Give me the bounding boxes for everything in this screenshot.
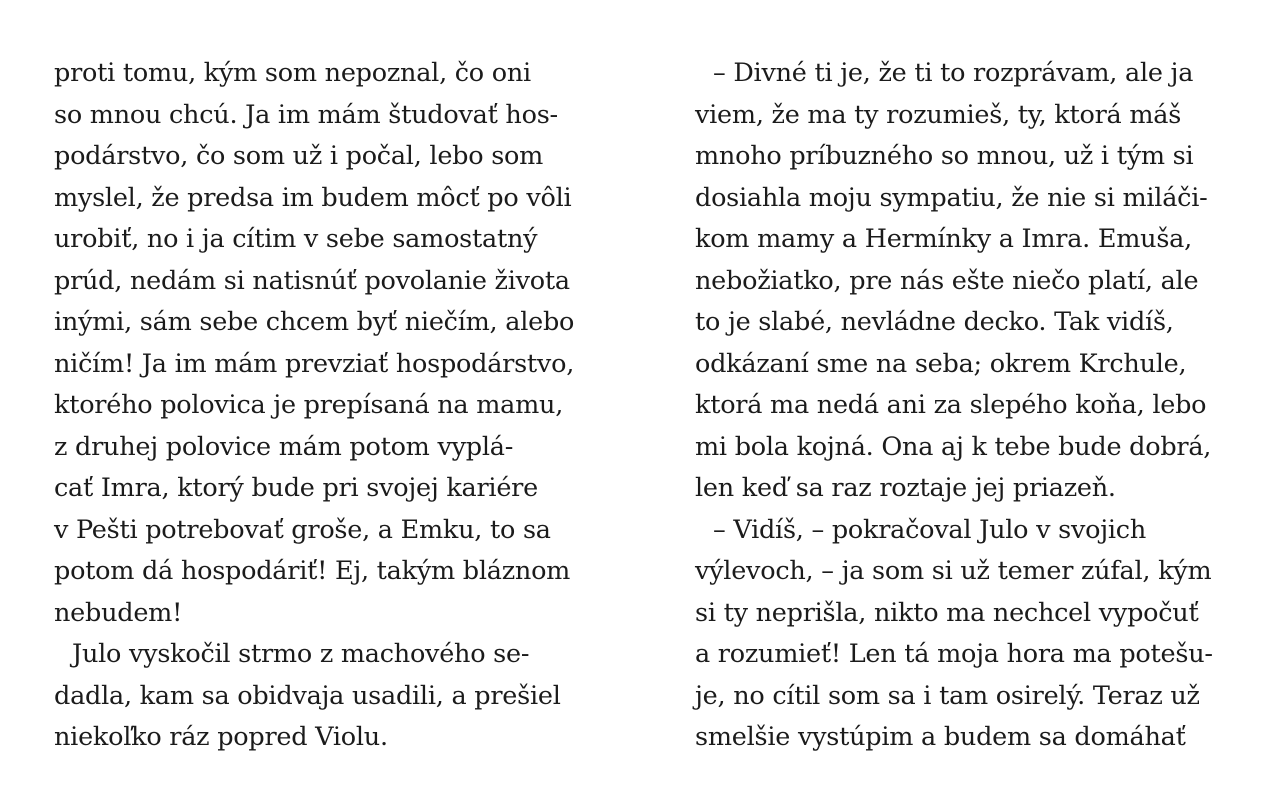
text-line: mnoho príbuzného so mnou, už i tým si <box>695 141 1194 171</box>
text-line: dosiahla moju sympatiu, že nie si miláči- <box>695 182 1208 213</box>
text-line: so mnou chcú. Ja im mám študovať hos- <box>54 99 558 130</box>
text-line: v Pešti potrebovať groše, a Emku, to sa <box>54 514 551 545</box>
text-line: len keď sa raz roztaje jej priazeň. <box>695 473 1116 503</box>
text-line: Julo vyskočil strmo z machového se- <box>72 639 530 669</box>
text-line: viem, že ma ty rozumieš, ty, ktorá máš <box>695 99 1182 130</box>
text-line: podárstvo, čo som už i počal, lebo som <box>54 141 544 171</box>
text-line: z druhej polovice mám potom vyplá- <box>54 431 514 462</box>
text-line: cať Imra, ktorý bude pri svojej kariére <box>54 473 538 503</box>
text-line: ktorá ma nedá ani za slepého koňa, lebo <box>695 390 1207 420</box>
left-page-text <box>54 53 594 759</box>
text-line: je, no cítil som sa i tam osirelý. Teraz už <box>695 680 1200 711</box>
text-line: – Vidíš, – pokračoval Julo v svojich <box>713 514 1147 545</box>
text-line: si ty neprišla, nikto ma nechcel vypočuť <box>695 597 1199 628</box>
text-line: potom dá hospodáriť! Ej, takým bláznom <box>54 556 571 586</box>
text-line: to je slabé, nevládne decko. Tak vidíš, <box>695 307 1174 337</box>
text-line: nebožiatko, pre nás ešte niečo platí, ale <box>695 265 1199 296</box>
text-line: dadla, kam sa obidvaja usadili, a prešiel <box>54 680 561 711</box>
text-line: urobiť, no i ja cítim v sebe samostatný <box>54 224 538 254</box>
text-line: výlevoch, – ja som si už temer zúfal, kým <box>695 556 1212 586</box>
text-line: ktorého polovica je prepísaná na mamu, <box>54 390 564 420</box>
text-line: mi bola kojná. Ona aj k tebe bude dobrá, <box>695 431 1212 462</box>
text-line: a rozumieť! Len tá moja hora ma potešu- <box>695 639 1213 669</box>
text-line: proti tomu, kým som nepoznal, čo oni <box>54 58 531 88</box>
text-line: – Divné ti je, že ti to rozprávam, ale ja <box>713 58 1194 88</box>
text-line: kom mamy a Hermínky a Imra. Emuša, <box>695 224 1192 254</box>
text-line: nebudem! <box>54 597 183 628</box>
text-line: niekoľko ráz popred Violu. <box>54 722 388 752</box>
text-line: ničím! Ja im mám prevziať hospodárstvo, <box>54 348 575 379</box>
text-line: smelšie vystúpim a budem sa domáhať <box>695 722 1186 752</box>
text-line: prúd, nedám si natisnúť povolanie života <box>54 265 570 296</box>
right-page-text <box>695 53 1235 759</box>
text-line: inými, sám sebe chcem byť niečím, alebo <box>54 307 575 337</box>
text-line: myslel, že predsa im budem môcť po vôli <box>54 182 572 213</box>
text-line: odkázaní sme na seba; okrem Krchule, <box>695 348 1187 379</box>
